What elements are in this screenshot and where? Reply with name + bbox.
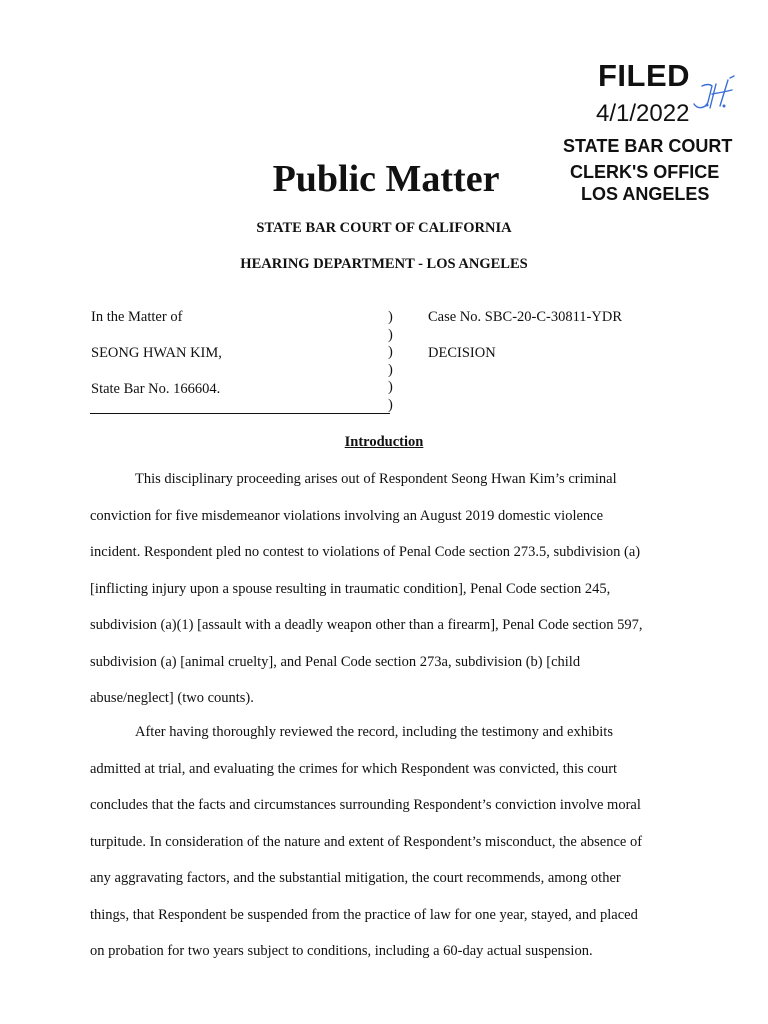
caption-paren: ) — [388, 326, 393, 343]
paragraph-line: admitted at trial, and evaluating the crimes for which Respondent was convicted, this court — [90, 760, 618, 777]
paragraph-line: [inflicting injury upon a spouse resulting in traumatic condition], Penal Code section 245, — [90, 580, 611, 597]
stamp-court-name: STATE BAR COURT — [563, 136, 733, 156]
paragraph-1 — [90, 461, 680, 717]
caption-paren: ) — [388, 309, 393, 325]
caption-bar-number: State Bar No. 166604. — [91, 381, 221, 397]
caption-rule — [90, 413, 390, 414]
caption-paren: ) — [388, 396, 393, 413]
public-matter-text: Public Matter — [272, 158, 500, 200]
caption-paren: ) — [388, 379, 393, 395]
caption-matter-of: In the Matter of — [91, 309, 183, 325]
paragraph-2 — [90, 714, 680, 970]
paragraph-line: After having thoroughly reviewed the record, including the testimony and exhibits — [135, 724, 613, 740]
filed-stamp: FILED — [598, 58, 691, 93]
stamp-clerk-office: CLERK'S OFFICE — [570, 162, 720, 182]
case-number: Case No. SBC-20-C-30811-YDR — [428, 309, 623, 325]
public-matter-title — [0, 157, 768, 201]
paragraph-line: things, that Respondent be suspended from the practice of law for one year, stayed, and placed — [90, 906, 638, 923]
clerk-initials-signature — [688, 72, 738, 114]
paragraph-line: turpitude. In consideration of the nature and extent of Respondent’s misconduct, the absence of — [90, 833, 643, 850]
paragraph-line: subdivision (a)(1) [assault with a deadly weapon other than a firearm], Penal Code section 597, — [90, 617, 643, 633]
document-type: DECISION — [428, 345, 496, 361]
department-heading: HEARING DEPARTMENT - LOS ANGELES — [240, 256, 528, 272]
paragraph-line: This disciplinary proceeding arises out of Respondent Seong Hwan Kim’s criminal — [135, 471, 617, 487]
paragraph-line: incident. Respondent pled no contest to violations of Penal Code section 273.5, subdivision (a) — [90, 544, 641, 560]
court-heading: STATE BAR COURT OF CALIFORNIA — [256, 220, 512, 236]
caption-paren: ) — [388, 344, 393, 360]
paragraph-line: abuse/neglect] (two counts). — [90, 690, 254, 706]
filed-date: 4/1/2022 — [596, 100, 690, 127]
caption-respondent-name: SEONG HWAN KIM, — [91, 345, 222, 361]
stamp-city: LOS ANGELES — [581, 184, 710, 204]
paragraph-line: any aggravating factors, and the substantial mitigation, the court recommends, among other — [90, 870, 621, 886]
introduction-heading: Introduction — [344, 434, 424, 450]
caption-paren: ) — [388, 361, 393, 378]
paragraph-line: conviction for five misdemeanor violations involving an August 2019 domestic violence — [90, 507, 604, 524]
paragraph-line: concludes that the facts and circumstances surrounding Respondent’s conviction involve moral — [90, 797, 641, 813]
paragraph-line: subdivision (a) [animal cruelty], and Penal Code section 273a, subdivision (b) [child — [90, 653, 581, 670]
caption-parentheses — [388, 309, 393, 414]
paragraph-line: on probation for two years subject to conditions, including a 60-day actual suspension. — [90, 943, 593, 959]
